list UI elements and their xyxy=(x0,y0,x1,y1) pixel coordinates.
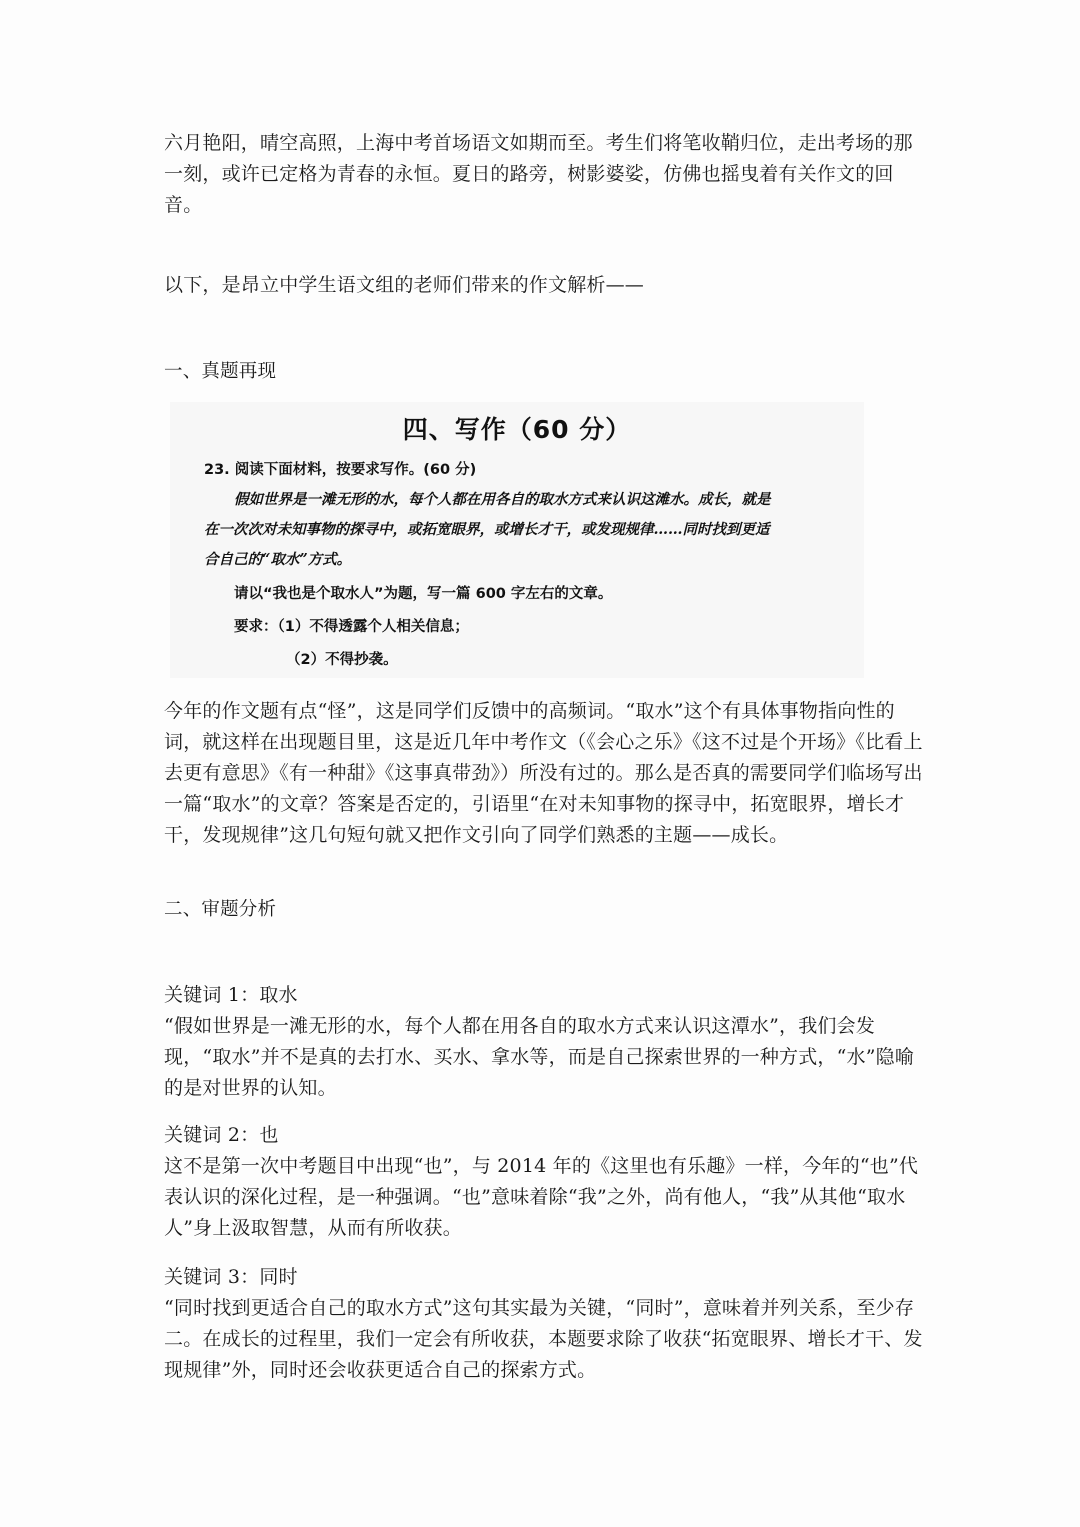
exam-prompt: 请以“我也是个取水人”为题，写一篇 600 字左右的文章。 xyxy=(234,586,613,602)
exam-title: 四、写作（60 分） xyxy=(402,415,632,444)
section-heading-exam: 一、真题再现 xyxy=(164,361,277,382)
intro-lead-line: 以下，是昂立中学生语文组的老师们带来的作文解析—— xyxy=(164,274,645,296)
keyword-block xyxy=(164,980,924,1104)
intro-paragraph: 六月艳阳，晴空高照，上海中考首场语文如期而至。考生们将笔收鞘归位，走出考场的那一刻，或许已定格为青春的永恒。夏日的路旁，树影婆娑，仿佛也摇曳着有关作文的回音。 xyxy=(164,132,913,216)
keyword-title: 关键词 2：也 xyxy=(164,1124,279,1146)
keyword-block xyxy=(164,1262,924,1386)
exam-commentary-paragraph: 今年的作文题有点“怪”，这是同学们反馈中的高频词。“取水”这个有具体事物指向性的词，就这样在出现题目里，这是近几年中考作文（《会心之乐》《这不过是个开场》《比看上去更有意思》《有一种甜》《这事真带劲》）所没有过的。那么是否真的需要同学们临场写出一篇“取水”的文章？答案是否定的，引语里“在对未知事物的探寻中，拓宽眼界，增长才干，发现规律”这几句短句就又把作文引向了同学们熟悉的主题——成长。 xyxy=(164,700,923,846)
exam-requirement: （2）不得抄袭。 xyxy=(286,652,398,668)
exam-requirement: 要求：（1）不得透露个人相关信息； xyxy=(234,619,469,635)
keyword-body: 这不是第一次中考题目中出现“也”，与 2014 年的《这里也有乐趣》一样，今年的“也”代表认识的深化过程，是一种强调。“也”意味着除“我”之外，尚有他人，“我”从其他“取水人”身上汲取智慧，从而有所收获。 xyxy=(164,1155,919,1239)
exam-material-line: 假如世界是一滩无形的水，每个人都在用各自的取水方式来认识这滩水。成长，就是 xyxy=(234,491,771,508)
exam-material-line: 在一次次对未知事物的探寻中，或拓宽眼界，或增长才干，或发现规律……同时找到更适 xyxy=(204,521,770,538)
keyword-title: 关键词 1：取水 xyxy=(164,984,298,1006)
section-heading-analysis: 二、审题分析 xyxy=(164,899,277,920)
keyword-title: 关键词 3：同时 xyxy=(164,1266,298,1288)
exam-material-line: 合自己的“取水”方式。 xyxy=(204,551,352,568)
keyword-body: “同时找到更适合自己的取水方式”这句其实最为关键，“同时”，意味着并列关系，至少存二。在成长的过程里，我们一定会有所收获，本题要求除了收获“拓宽眼界、增长才干、发现规律”外，同时还会收获更适合自己的探索方式。 xyxy=(164,1297,923,1381)
exam-question-number: 23. 阅读下面材料，按要求写作。(60 分) xyxy=(204,462,477,478)
keyword-body: “假如世界是一滩无形的水，每个人都在用各自的取水方式来认识这潭水”，我们会发现，“取水”并不是真的去打水、买水、拿水等，而是自己探索世界的一种方式，“水”隐喻的是对世界的认知。 xyxy=(164,1015,915,1099)
keyword-block xyxy=(164,1120,924,1244)
exam-question-image xyxy=(170,402,864,678)
